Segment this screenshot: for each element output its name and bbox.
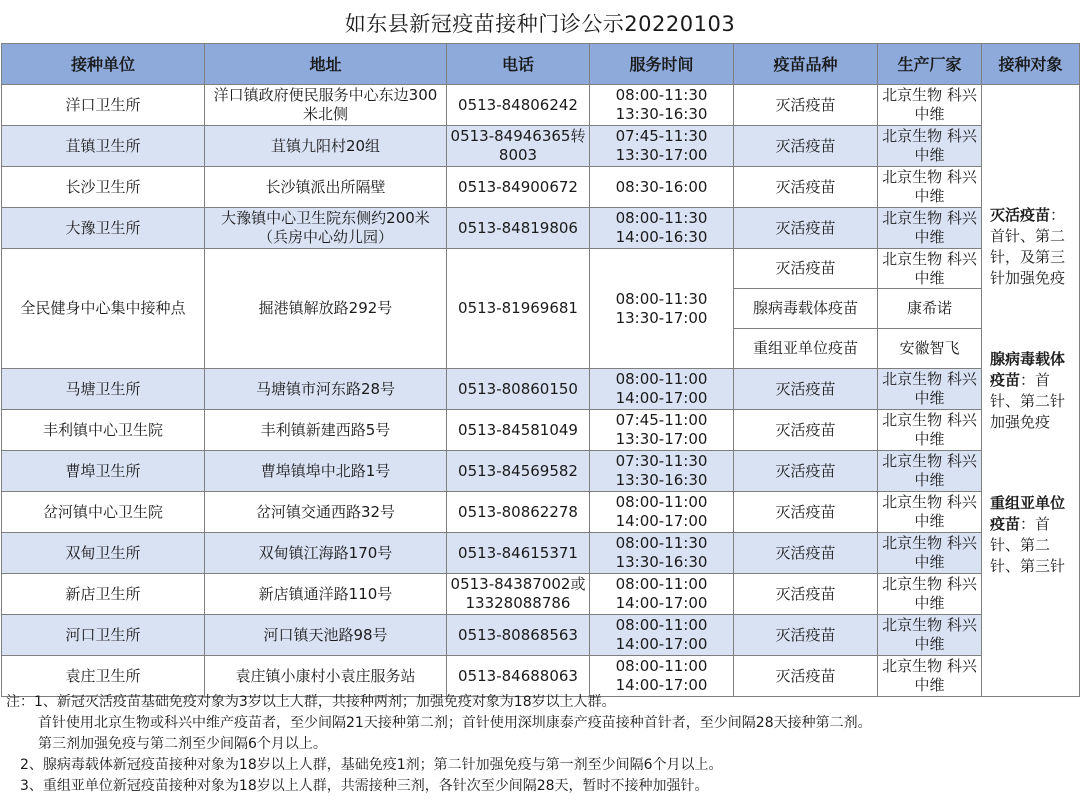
- note-line: 首针使用北京生物或科兴中维产疫苗者，至少间隔21天接种第二剂；首针使用深圳康泰产疫苗接种首针者，至少间隔28天接种第二剂。: [38, 715, 872, 731]
- maker-cell: 北京生物 科兴中维: [878, 410, 982, 451]
- vaccine-cell: 灭活疫苗: [734, 492, 878, 533]
- unit-cell: 曹埠卫生所: [2, 451, 205, 492]
- time-cell: 08:00-11:00 14:00-17:00: [590, 574, 734, 615]
- unit-cell: 洋口卫生所: [2, 85, 205, 126]
- unit-cell: 岔河镇中心卫生院: [2, 492, 205, 533]
- header-vaccine: 疫苗品种: [734, 44, 878, 85]
- address-cell: 长沙镇派出所隔壁: [205, 167, 447, 208]
- vaccine-cell: 腺病毒载体疫苗: [734, 289, 878, 329]
- phone-cell: 0513-84688063: [447, 656, 590, 697]
- address-cell: 洋口镇政府便民服务中心东边300米北侧: [205, 85, 447, 126]
- time-cell: 07:30-11:30 13:30-16:30: [590, 451, 734, 492]
- unit-cell: 新店卫生所: [2, 574, 205, 615]
- target-item: [990, 349, 1071, 433]
- phone-cell: 0513-80868563: [447, 615, 590, 656]
- target-vaccine-name: 灭活疫苗: [990, 205, 1051, 224]
- header-maker: 生产厂家: [878, 44, 982, 85]
- table-row: [2, 492, 1080, 533]
- maker-cell: 北京生物 科兴中维: [878, 574, 982, 615]
- phone-cell: 0513-84615371: [447, 533, 590, 574]
- vaccine-cell: 灭活疫苗: [734, 533, 878, 574]
- table-row: [2, 533, 1080, 574]
- phone-cell: 0513-84819806: [447, 208, 590, 249]
- address-cell: 大豫镇中心卫生院东侧约200米（兵房中心幼儿园）: [205, 208, 447, 249]
- vaccine-cell: 灭活疫苗: [734, 574, 878, 615]
- vaccine-cell: 灭活疫苗: [734, 249, 878, 289]
- header-phone: 电话: [447, 44, 590, 85]
- table-row: [2, 451, 1080, 492]
- address-cell: 岔河镇交通西路32号: [205, 492, 447, 533]
- unit-cell: 苴镇卫生所: [2, 126, 205, 167]
- header-address: 地址: [205, 44, 447, 85]
- unit-cell: 丰利镇中心卫生院: [2, 410, 205, 451]
- time-cell: 07:45-11:00 13:30-17:00: [590, 410, 734, 451]
- address-cell: 新店镇通洋路110号: [205, 574, 447, 615]
- vaccine-cell: 灭活疫苗: [734, 126, 878, 167]
- header-unit: 接种单位: [2, 44, 205, 85]
- target-description: ：首针、第二针，及第三针加强免疫: [990, 205, 1066, 287]
- address-cell: 袁庄镇小康村小袁庄服务站: [205, 656, 447, 697]
- maker-cell: 北京生物 科兴中维: [878, 451, 982, 492]
- target-description: ：首针、第二针加强免疫: [990, 370, 1066, 431]
- vaccine-cell: 灭活疫苗: [734, 208, 878, 249]
- note-line: 2、腺病毒载体新冠疫苗接种对象为18岁以上人群，基础免疫1剂；第二针加强免疫与第一剂至少间隔6个月以上。: [20, 757, 723, 773]
- address-cell: 曹埠镇埠中北路1号: [205, 451, 447, 492]
- maker-cell: 北京生物 科兴中维: [878, 492, 982, 533]
- phone-cell: 0513-84946365转8003: [447, 126, 590, 167]
- unit-cell: 袁庄卫生所: [2, 656, 205, 697]
- time-cell: 08:00-11:00 14:00-17:00: [590, 492, 734, 533]
- time-cell: 08:00-11:30 13:30-16:30: [590, 85, 734, 126]
- phone-cell: 0513-84581049: [447, 410, 590, 451]
- table-row: [2, 615, 1080, 656]
- unit-cell: 马塘卫生所: [2, 369, 205, 410]
- maker-cell: 北京生物 科兴中维: [878, 249, 982, 289]
- table-header-row: [2, 44, 1080, 85]
- page-title: 如东县新冠疫苗接种门诊公示20220103: [344, 12, 736, 36]
- vaccination-schedule-table: [1, 43, 1080, 697]
- unit-cell: 长沙卫生所: [2, 167, 205, 208]
- maker-cell: 北京生物 科兴中维: [878, 167, 982, 208]
- vaccine-cell: 灭活疫苗: [734, 410, 878, 451]
- target-cell: [982, 85, 1080, 697]
- maker-cell: 安徽智飞: [878, 329, 982, 369]
- phone-cell: 0513-84387002或13328088786: [447, 574, 590, 615]
- phone-cell: 0513-80862278: [447, 492, 590, 533]
- address-cell: 河口镇天池路98号: [205, 615, 447, 656]
- address-cell: 马塘镇市河东路28号: [205, 369, 447, 410]
- unit-cell: 大豫卫生所: [2, 208, 205, 249]
- table-row: [2, 410, 1080, 451]
- target-item: [990, 205, 1071, 289]
- unit-cell: 全民健身中心集中接种点: [2, 249, 205, 369]
- table-row: [2, 249, 1080, 289]
- table-row: [2, 574, 1080, 615]
- time-cell: 08:00-11:00 14:00-17:00: [590, 615, 734, 656]
- header-target: 接种对象: [982, 44, 1080, 85]
- table-row: [2, 85, 1080, 126]
- unit-cell: 双甸卫生所: [2, 533, 205, 574]
- table-row: [2, 167, 1080, 208]
- maker-cell: 北京生物 科兴中维: [878, 656, 982, 697]
- maker-cell: 北京生物 科兴中维: [878, 85, 982, 126]
- phone-cell: 0513-84900672: [447, 167, 590, 208]
- unit-cell: 河口卫生所: [2, 615, 205, 656]
- note-line: 第三剂加强免疫与第二剂至少间隔6个月以上。: [38, 736, 327, 752]
- time-cell: 08:00-11:30 14:00-16:30: [590, 208, 734, 249]
- note-line: 注：1、新冠灭活疫苗基础免疫对象为3岁以上人群，共接种两剂；加强免疫对象为18岁以上人群。: [6, 694, 616, 710]
- address-cell: 丰利镇新建西路5号: [205, 410, 447, 451]
- table-row: [2, 656, 1080, 697]
- time-cell: 08:00-11:30 13:30-16:30: [590, 533, 734, 574]
- vaccine-cell: 灭活疫苗: [734, 451, 878, 492]
- table-row: [2, 126, 1080, 167]
- vaccine-cell: 灭活疫苗: [734, 85, 878, 126]
- target-item: [990, 493, 1071, 577]
- notes: [6, 692, 1076, 797]
- time-cell: 08:00-11:00 14:00-17:00: [590, 656, 734, 697]
- header-time: 服务时间: [590, 44, 734, 85]
- maker-cell: 北京生物 科兴中维: [878, 208, 982, 249]
- vaccine-cell: 灭活疫苗: [734, 167, 878, 208]
- address-cell: 双甸镇江海路170号: [205, 533, 447, 574]
- target-vaccine-name: 腺病毒载体疫苗: [990, 349, 1066, 389]
- maker-cell: 北京生物 科兴中维: [878, 126, 982, 167]
- vaccine-cell: 灭活疫苗: [734, 369, 878, 410]
- table-row: [2, 208, 1080, 249]
- note-line: 3、重组亚单位新冠疫苗接种对象为18岁以上人群，共需接种三剂，各针次至少间隔28天，暂时不接种加强针。: [20, 778, 709, 794]
- phone-cell: 0513-81969681: [447, 249, 590, 369]
- target-description: ：首针、第二针、第三针: [990, 514, 1066, 575]
- maker-cell: 康希诺: [878, 289, 982, 329]
- maker-cell: 北京生物 科兴中维: [878, 533, 982, 574]
- phone-cell: 0513-80860150: [447, 369, 590, 410]
- time-cell: 08:00-11:30 13:30-17:00: [590, 249, 734, 369]
- address-cell: 苴镇九阳村20组: [205, 126, 447, 167]
- target-vaccine-name: 重组亚单位疫苗: [990, 493, 1066, 533]
- phone-cell: 0513-84806242: [447, 85, 590, 126]
- vaccine-cell: 灭活疫苗: [734, 656, 878, 697]
- vaccine-cell: 重组亚单位疫苗: [734, 329, 878, 369]
- time-cell: 07:45-11:30 13:30-17:00: [590, 126, 734, 167]
- table-row: [2, 369, 1080, 410]
- address-cell: 掘港镇解放路292号: [205, 249, 447, 369]
- time-cell: 08:30-16:00: [590, 167, 734, 208]
- maker-cell: 北京生物 科兴中维: [878, 615, 982, 656]
- vaccine-cell: 灭活疫苗: [734, 615, 878, 656]
- maker-cell: 北京生物 科兴中维: [878, 369, 982, 410]
- phone-cell: 0513-84569582: [447, 451, 590, 492]
- time-cell: 08:00-11:00 14:00-17:00: [590, 369, 734, 410]
